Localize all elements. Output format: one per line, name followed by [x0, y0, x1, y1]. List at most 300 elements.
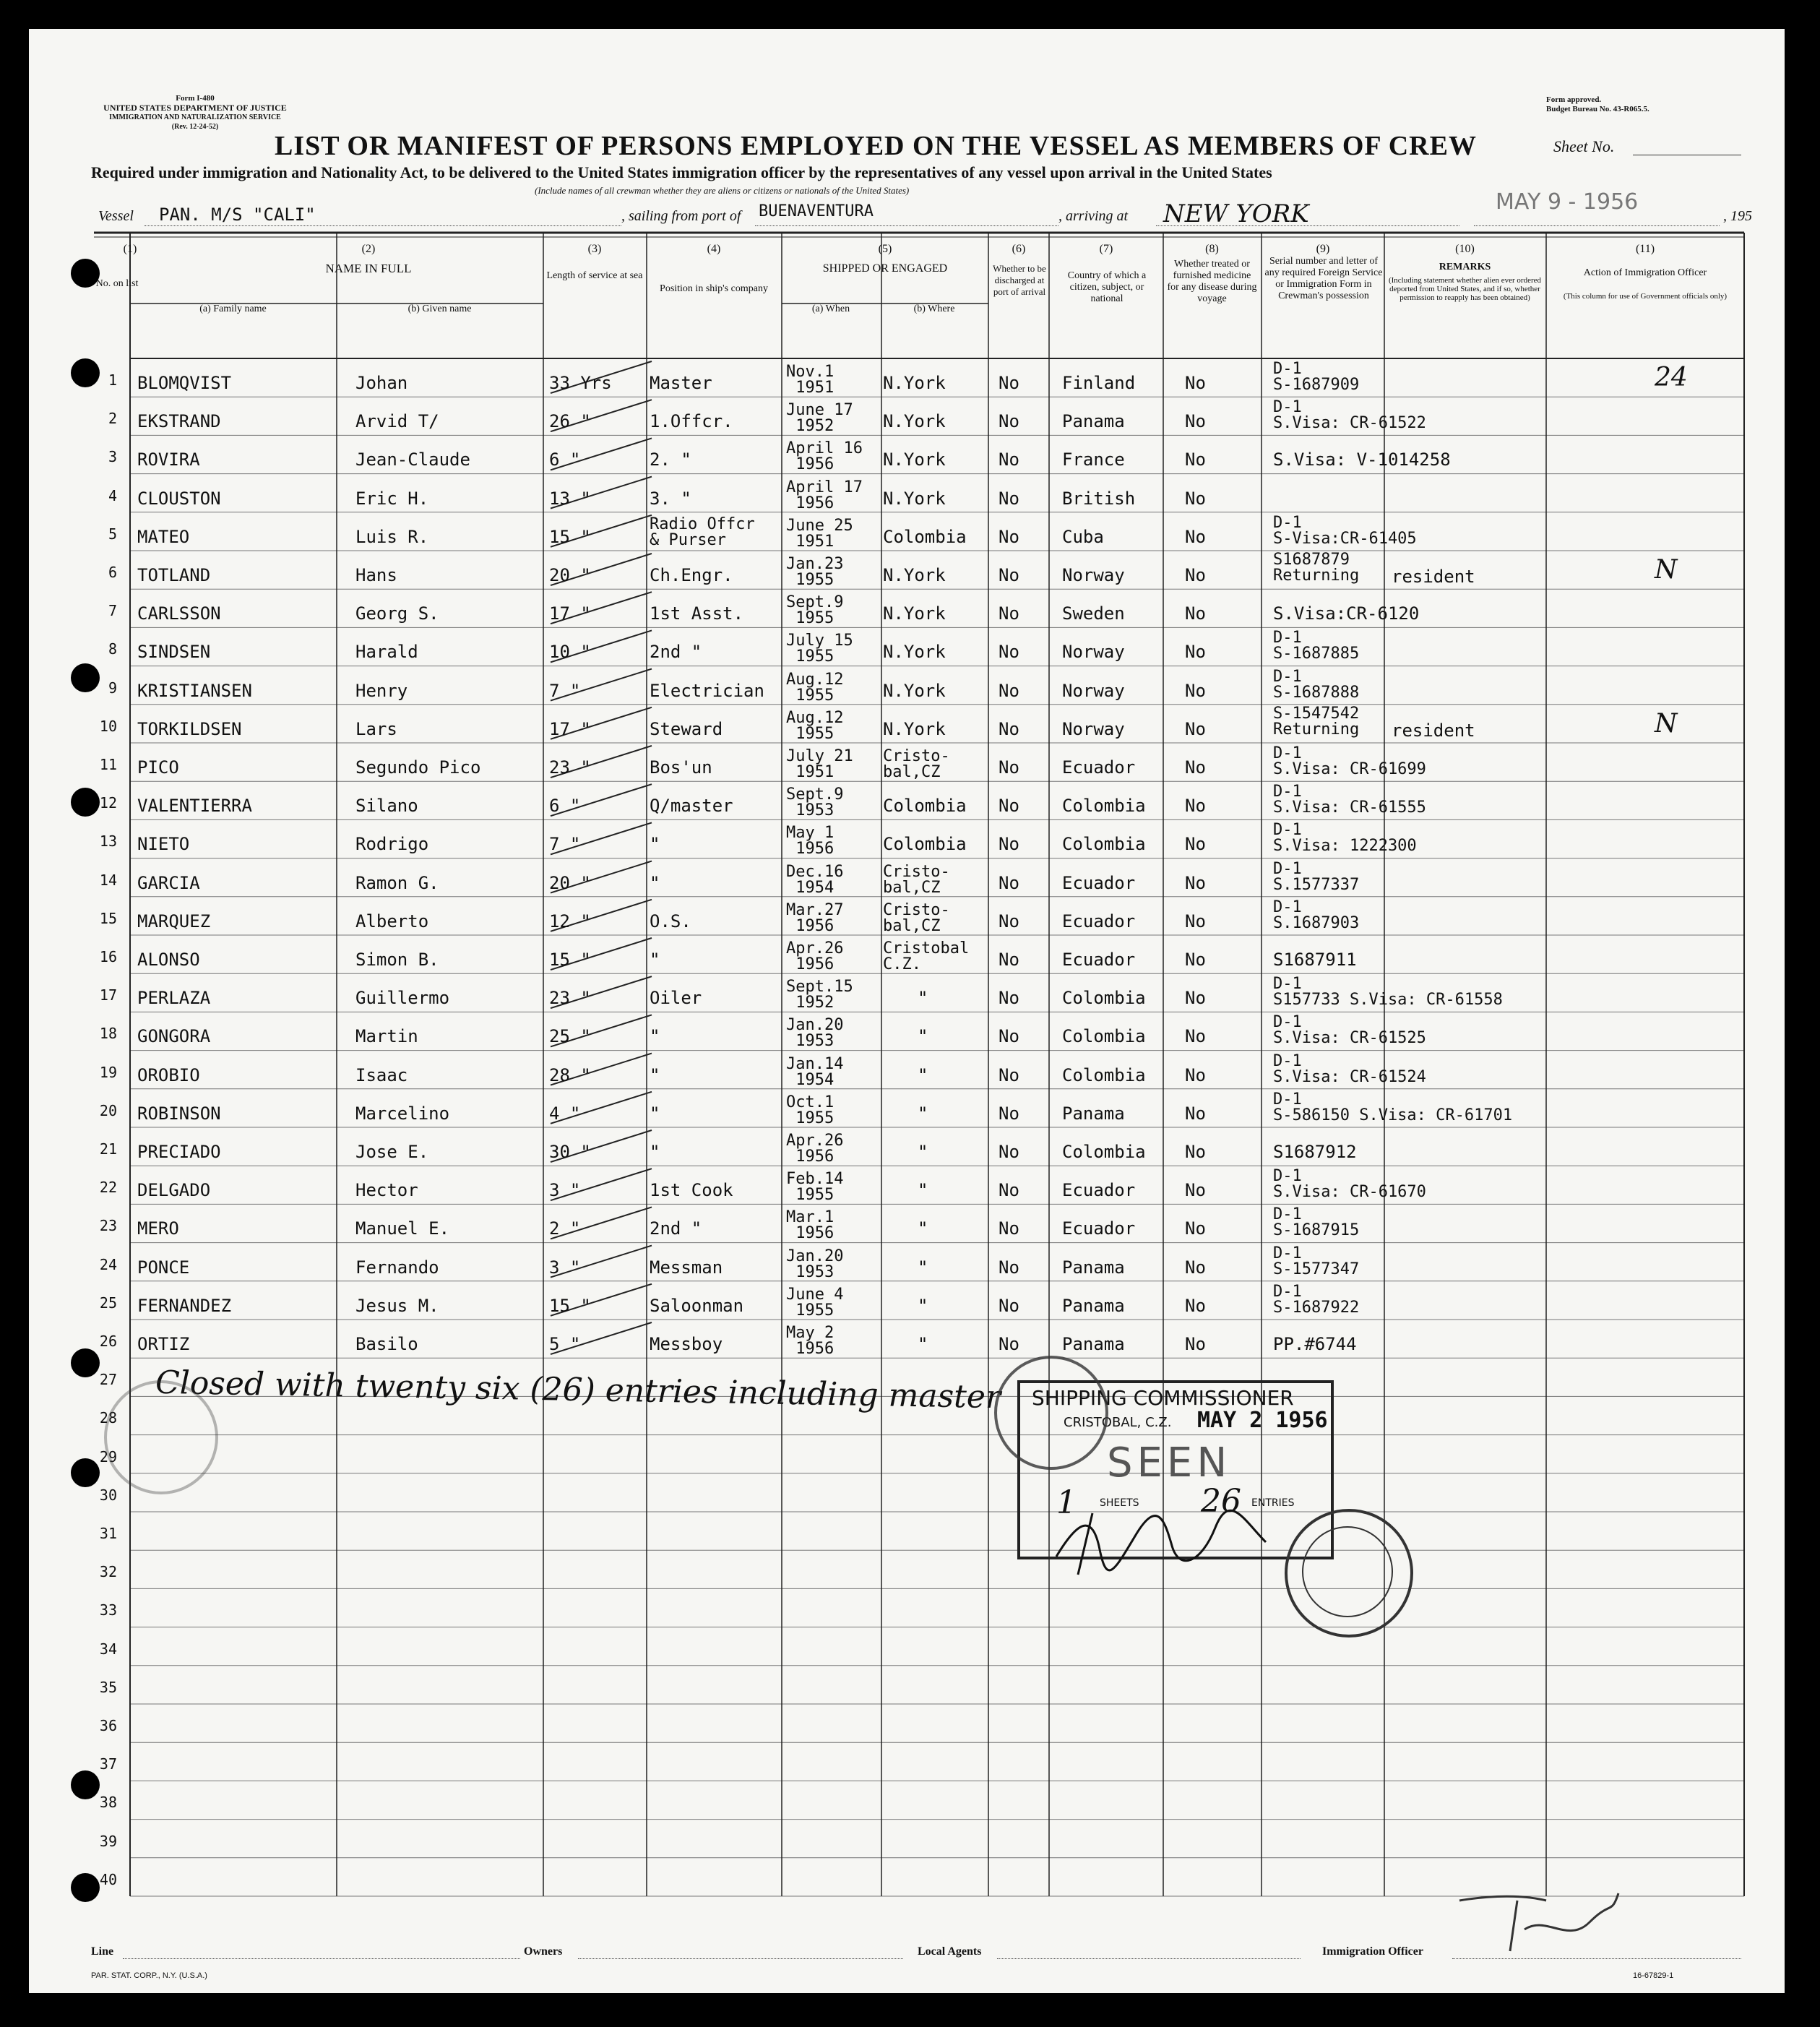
stamp-date: MAY 2 1956	[1197, 1408, 1328, 1433]
serial-number: S1687911	[1273, 950, 1357, 970]
given-name: Marcelino	[355, 1103, 450, 1124]
position: 2. "	[650, 449, 691, 470]
serial-number: D-1 S.Visa: CR-61670	[1273, 1167, 1426, 1202]
row-number: 29	[99, 1447, 117, 1466]
medicine-flag: No	[1185, 718, 1206, 739]
discharge-flag: No	[999, 1218, 1019, 1239]
position: Messman	[650, 1257, 723, 1278]
row-number: 20	[99, 1101, 117, 1119]
shipped-when: April 17 1956	[786, 478, 863, 512]
family-name: ROVIRA	[137, 449, 200, 470]
position: "	[650, 1064, 660, 1085]
medicine-flag: No	[1185, 1180, 1206, 1201]
form-approved: Form approved.	[1546, 95, 1602, 104]
serial-number: D-1 S-1687885	[1273, 629, 1360, 663]
vessel-label: Vessel	[98, 208, 134, 224]
shipped-when: Mar.27 1956	[786, 900, 844, 935]
service-length: 15 "	[549, 950, 591, 970]
col9-num: (9)	[1316, 243, 1330, 255]
shipped-where: N.York	[883, 449, 946, 470]
position: O.S.	[650, 911, 691, 931]
family-name: OROBIO	[137, 1064, 200, 1085]
commissioner-signature	[1049, 1506, 1295, 1578]
discharge-flag: No	[999, 872, 1019, 893]
position: "	[650, 950, 660, 970]
service-length: 15 "	[549, 526, 591, 547]
punch-hole	[71, 358, 100, 387]
shipped-where: N.York	[883, 603, 946, 624]
service-length: 28 "	[549, 1064, 591, 1085]
punch-hole	[71, 1348, 100, 1377]
shipped-where: "	[918, 1334, 928, 1354]
include-note: (Include names of all crewman whether they are aliens or citizens or nationals of the United States)	[535, 185, 910, 196]
family-name: PICO	[137, 757, 179, 778]
country: Cuba	[1062, 526, 1104, 547]
sailing-label: , sailing from port of	[621, 208, 741, 224]
medicine-flag: No	[1185, 1142, 1206, 1162]
shipped-where: Cristo- bal,CZ	[883, 862, 950, 897]
col5-num: (5)	[878, 243, 892, 255]
discharge-flag: No	[999, 796, 1019, 817]
medicine-flag: No	[1185, 411, 1206, 432]
discharge-flag: No	[999, 1257, 1019, 1278]
service-length: 2 "	[549, 1218, 581, 1239]
country: Colombia	[1062, 796, 1146, 817]
service-length: 23 "	[549, 988, 591, 1009]
given-name: Segundo Pico	[355, 757, 481, 778]
col7-num: (7)	[1099, 243, 1113, 255]
col10-num: (10)	[1455, 243, 1475, 255]
given-name: Harald	[355, 642, 418, 663]
discharge-flag: No	[999, 449, 1019, 470]
position: Bos'un	[650, 757, 712, 778]
family-name: TORKILDSEN	[137, 718, 242, 739]
service-length: 3 "	[549, 1180, 581, 1201]
row-number: 4	[108, 486, 117, 504]
row-number: 13	[99, 832, 117, 851]
medicine-flag: No	[1185, 565, 1206, 585]
shipped-when: Jan.14 1954	[786, 1054, 844, 1089]
country: Ecuador	[1062, 950, 1136, 970]
given-name: Eric H.	[355, 488, 429, 509]
shipped-when: Jan.23 1955	[786, 555, 844, 589]
service-length: 12 "	[549, 911, 591, 931]
position: "	[650, 1026, 660, 1047]
position: 3. "	[650, 488, 691, 509]
discharge-flag: No	[999, 988, 1019, 1009]
family-name: MARQUEZ	[137, 911, 211, 931]
row-number: 34	[99, 1640, 117, 1658]
shipped-where: "	[918, 1026, 928, 1047]
shipped-when: Sept.9 1953	[786, 786, 844, 820]
country: Ecuador	[1062, 1218, 1136, 1239]
serial-number: D-1 S-1687888	[1273, 667, 1360, 702]
shipped-when: Mar.1 1956	[786, 1208, 834, 1243]
medicine-flag: No	[1185, 373, 1206, 393]
serial-number: PP.#6744	[1273, 1334, 1357, 1354]
footer-agents-rule	[997, 1958, 1301, 1959]
medicine-flag: No	[1185, 642, 1206, 663]
medicine-flag: No	[1185, 603, 1206, 624]
medicine-flag: No	[1185, 757, 1206, 778]
country: Ecuador	[1062, 1180, 1136, 1201]
shipped-when: Apr.26 1956	[786, 939, 844, 973]
officer-signature	[1445, 1872, 1662, 1958]
shipped-where: Colombia	[883, 796, 967, 817]
position: Q/master	[650, 796, 733, 817]
col7-header: Country of which a citizen, subject, or national	[1067, 270, 1147, 304]
officer-action: N	[1655, 708, 1678, 739]
discharge-flag: No	[999, 1064, 1019, 1085]
row-number: 26	[99, 1333, 117, 1350]
discharge-flag: No	[999, 642, 1019, 663]
row-number: 22	[99, 1179, 117, 1197]
family-name: DELGADO	[137, 1180, 211, 1201]
shipped-where: Cristo- bal,CZ	[883, 747, 950, 781]
shipped-when: May 1 1956	[786, 824, 834, 858]
arriving-port: NEW YORK	[1163, 199, 1309, 228]
service-length: 20 "	[549, 565, 591, 585]
serial-number: D-1 S.Visa: CR-61525	[1273, 1013, 1426, 1048]
footer-line-label: Line	[91, 1945, 114, 1958]
country: Panama	[1062, 1257, 1125, 1278]
shipped-where: Cristo- bal,CZ	[883, 900, 950, 935]
row-number: 14	[99, 871, 117, 889]
serial-number: D-1 S.Visa: CR-61699	[1273, 744, 1426, 778]
country: Panama	[1062, 1334, 1125, 1354]
discharge-flag: No	[999, 1103, 1019, 1124]
country: Panama	[1062, 1295, 1125, 1316]
closing-note: Closed with twenty six (26) entries including master	[155, 1364, 1001, 1416]
country: Panama	[1062, 1103, 1125, 1124]
row-number: 38	[99, 1794, 117, 1812]
shipped-when: Oct.1 1955	[786, 1093, 834, 1127]
serial-number: D-1 S.Visa: CR-61555	[1273, 783, 1426, 817]
arriving-label: , arriving at	[1058, 208, 1129, 224]
footer-owners-rule	[578, 1958, 903, 1959]
col8-header: Whether treated or furnished medicine for any disease during voyage	[1167, 259, 1257, 304]
country: Norway	[1062, 718, 1125, 739]
vessel-name: PAN. M/S "CALI"	[159, 205, 316, 225]
serial-number: D-1 S.1577337	[1273, 859, 1360, 894]
form-number: Form I-480	[176, 94, 215, 103]
family-name: PRECIADO	[137, 1142, 221, 1162]
row-number: 15	[99, 909, 117, 927]
row-number: 31	[99, 1525, 117, 1542]
position: Ch.Engr.	[650, 565, 733, 585]
row-number: 39	[99, 1832, 117, 1850]
row-number: 33	[99, 1601, 117, 1619]
punch-hole	[71, 1770, 100, 1799]
shipped-where: Cristobal C.Z.	[883, 939, 970, 973]
col5a-header: (a) When	[811, 304, 850, 314]
given-name: Johan	[355, 373, 408, 393]
printer-imprint: PAR. STAT. CORP., N.Y. (U.S.A.)	[91, 1971, 207, 1980]
col3-num: (3)	[587, 243, 602, 255]
country: Sweden	[1062, 603, 1125, 624]
shipped-when: Dec.16 1954	[786, 862, 844, 897]
remarks: resident	[1392, 567, 1475, 587]
manifest-sheet	[29, 29, 1785, 1993]
service: IMMIGRATION AND NATURALIZATION SERVICE	[109, 113, 281, 121]
punch-hole	[71, 1873, 100, 1902]
serial-number: D-1 S.Visa: CR-61524	[1273, 1051, 1426, 1086]
family-name: FERNANDEZ	[137, 1295, 232, 1316]
row-number: 32	[99, 1563, 117, 1581]
service-length: 25 "	[549, 1026, 591, 1047]
stamp-place: CRISTOBAL, C.Z.	[1064, 1415, 1172, 1430]
given-name: Simon B.	[355, 950, 439, 970]
service-length: 3 "	[549, 1257, 581, 1278]
medicine-flag: No	[1185, 1064, 1206, 1085]
shipped-when: Jan.20 1953	[786, 1016, 844, 1051]
position: Steward	[650, 718, 723, 739]
country: France	[1062, 449, 1125, 470]
given-name: Fernando	[355, 1257, 439, 1278]
service-length: 6 "	[549, 449, 581, 470]
row-number: 25	[99, 1294, 117, 1312]
position: 2nd "	[650, 642, 702, 663]
discharge-flag: No	[999, 1334, 1019, 1354]
discharge-flag: No	[999, 950, 1019, 970]
stamp-entries-label: ENTRIES	[1251, 1497, 1295, 1509]
country: Norway	[1062, 642, 1125, 663]
row-number: 12	[99, 794, 117, 812]
row-number: 2	[108, 410, 117, 428]
service-length: 20 "	[549, 872, 591, 893]
position: Master	[650, 373, 712, 393]
medicine-flag: No	[1185, 950, 1206, 970]
medicine-flag: No	[1185, 911, 1206, 931]
given-name: Georg S.	[355, 603, 439, 624]
row-number: 36	[99, 1717, 117, 1734]
shipped-when: April 16 1956	[786, 439, 863, 474]
col6-header: Whether to be discharged at port of arrival	[993, 263, 1046, 297]
given-name: Rodrigo	[355, 834, 429, 855]
service-length: 17 "	[549, 603, 591, 624]
serial-number: D-1 S157733 S.Visa: CR-61558	[1273, 975, 1503, 1010]
given-name: Martin	[355, 1026, 418, 1047]
row-number: 28	[99, 1409, 117, 1427]
discharge-flag: No	[999, 526, 1019, 547]
shipped-where: "	[918, 1103, 928, 1124]
discharge-flag: No	[999, 718, 1019, 739]
shipped-where: "	[918, 988, 928, 1009]
given-name: Arvid T/	[355, 411, 439, 432]
stamp-seen: SEEN	[1107, 1439, 1232, 1486]
row-number: 7	[108, 602, 117, 620]
round-seal-center	[994, 1356, 1108, 1470]
stamp-sheets-value: 1	[1056, 1484, 1077, 1521]
position: "	[650, 872, 660, 893]
revision: (Rev. 12-24-52)	[171, 123, 219, 131]
round-seal-inner	[1302, 1526, 1393, 1617]
country: Colombia	[1062, 1064, 1146, 1085]
shipped-where: N.York	[883, 680, 946, 701]
discharge-flag: No	[999, 1295, 1019, 1316]
officer-action: 24	[1655, 363, 1688, 392]
subtitle: Required under immigration and Nationality Act, to be delivered to the United States immigration officer by the representatives of any vessel upon arrival in the United States	[91, 163, 1272, 181]
serial-number: D-1 S-1577347	[1273, 1244, 1360, 1278]
family-name: MERO	[137, 1218, 179, 1239]
shipped-where: "	[918, 1257, 928, 1278]
serial-number: D-1 S-586150 S.Visa: CR-61701	[1273, 1090, 1513, 1124]
family-name: ALONSO	[137, 950, 200, 970]
medicine-flag: No	[1185, 872, 1206, 893]
family-name: MATEO	[137, 526, 190, 547]
position: "	[650, 834, 660, 855]
round-seal-faint	[104, 1380, 218, 1494]
shipped-when: June 25 1951	[786, 516, 853, 551]
service-length: 6 "	[549, 796, 581, 817]
row-number: 23	[99, 1217, 117, 1235]
family-name: PERLAZA	[137, 988, 211, 1009]
service-length: 7 "	[549, 834, 581, 855]
discharge-flag: No	[999, 1142, 1019, 1162]
family-name: ORTIZ	[137, 1334, 190, 1354]
department: UNITED STATES DEPARTMENT OF JUSTICE	[103, 103, 287, 113]
col2-header: NAME IN FULL	[325, 262, 412, 275]
officer-action: N	[1655, 555, 1678, 585]
given-name: Lars	[355, 718, 397, 739]
given-name: Hector	[355, 1180, 418, 1201]
medicine-flag: No	[1185, 1103, 1206, 1124]
shipped-where: "	[918, 1142, 928, 1162]
medicine-flag: No	[1185, 796, 1206, 817]
position: 2nd "	[650, 1218, 702, 1239]
row-number: 37	[99, 1755, 117, 1773]
family-name: TOTLAND	[137, 565, 211, 585]
row-number: 3	[108, 448, 117, 466]
shipped-when: Sept.9 1955	[786, 593, 844, 628]
shipped-when: Aug.12 1955	[786, 670, 844, 705]
footer-officer-rule	[1452, 1958, 1741, 1959]
position: "	[650, 1103, 660, 1124]
serial-number: D-1 S.Visa: 1222300	[1273, 821, 1417, 856]
stamp-sheets-label: SHEETS	[1100, 1497, 1139, 1509]
shipped-when: Apr.26 1956	[786, 1132, 844, 1166]
discharge-flag: No	[999, 680, 1019, 701]
punch-hole	[71, 788, 100, 817]
shipped-when: May 2 1956	[786, 1324, 834, 1358]
service-length: 13 "	[549, 488, 591, 509]
serial-number: D-1 S-1687922	[1273, 1282, 1360, 1317]
row-number: 27	[99, 1371, 117, 1389]
row-number: 9	[108, 679, 117, 697]
year-label: , 195	[1723, 208, 1752, 224]
family-name: ROBINSON	[137, 1103, 221, 1124]
shipped-where: Colombia	[883, 834, 967, 855]
serial-number: D-1 S-1687915	[1273, 1205, 1360, 1240]
col5-header: SHIPPED OR ENGAGED	[822, 262, 948, 275]
given-name: Ramon G.	[355, 872, 439, 893]
col8-num: (8)	[1205, 243, 1219, 255]
serial-number: D-1 S-1687909	[1273, 360, 1360, 394]
discharge-flag: No	[999, 411, 1019, 432]
position: 1.Offcr.	[650, 411, 733, 432]
col1-num: (1)	[123, 243, 137, 255]
family-name: SINDSEN	[137, 642, 211, 663]
row-number: 6	[108, 564, 117, 581]
row-number: 40	[99, 1870, 117, 1888]
service-length: 7 "	[549, 680, 581, 701]
medicine-flag: No	[1185, 488, 1206, 509]
shipped-when: Aug.12 1955	[786, 708, 844, 743]
medicine-flag: No	[1185, 680, 1206, 701]
country: Panama	[1062, 411, 1125, 432]
service-length: 26 "	[549, 411, 591, 432]
discharge-flag: No	[999, 834, 1019, 855]
footer-officer-label: Immigration Officer	[1322, 1945, 1423, 1958]
given-name: Hans	[355, 565, 397, 585]
discharge-flag: No	[999, 565, 1019, 585]
position: "	[650, 1142, 660, 1162]
shipped-where: Colombia	[883, 526, 967, 547]
given-name: Isaac	[355, 1064, 408, 1085]
col11-subheader: (This column for use of Government officials only)	[1563, 292, 1728, 301]
shipped-where: N.York	[883, 565, 946, 585]
shipped-where: N.York	[883, 488, 946, 509]
stamp-entries-value: 26	[1201, 1483, 1241, 1520]
row-number: 21	[99, 1140, 117, 1158]
discharge-flag: No	[999, 603, 1019, 624]
family-name: CLOUSTON	[137, 488, 221, 509]
col2-num: (2)	[361, 243, 376, 255]
family-name: KRISTIANSEN	[137, 680, 252, 701]
footer-agents-label: Local Agents	[918, 1945, 982, 1958]
service-length: 23 "	[549, 757, 591, 778]
given-name: Alberto	[355, 911, 429, 931]
country: Norway	[1062, 565, 1125, 585]
medicine-flag: No	[1185, 1257, 1206, 1278]
row-number: 10	[99, 717, 117, 735]
serial-number: S-1547542 Returning	[1273, 704, 1360, 739]
row-number: 5	[108, 525, 117, 543]
family-name: PONCE	[137, 1257, 190, 1278]
medicine-flag: No	[1185, 1334, 1206, 1354]
given-name: Luis R.	[355, 526, 429, 547]
budget-bureau: Budget Bureau No. 43-R065.5.	[1546, 105, 1649, 113]
serial-number: S1687879 Returning	[1273, 551, 1360, 585]
shipped-when: Jan.20 1953	[786, 1247, 844, 1281]
family-name: NIETO	[137, 834, 190, 855]
arrival-date-stamp: MAY 9 - 1956	[1496, 189, 1639, 215]
row-number: 1	[108, 371, 117, 389]
shipped-when: June 4 1955	[786, 1285, 844, 1320]
family-name: VALENTIERRA	[137, 796, 252, 817]
country: Norway	[1062, 680, 1125, 701]
row-number: 30	[99, 1486, 117, 1504]
shipped-where: "	[918, 1064, 928, 1085]
country: Colombia	[1062, 834, 1146, 855]
family-name: CARLSSON	[137, 603, 221, 624]
shipped-when: Feb.14 1955	[786, 1170, 844, 1205]
row-number: 11	[99, 756, 117, 773]
position: Radio Offcr & Purser	[650, 515, 755, 549]
row-number: 19	[99, 1063, 117, 1081]
medicine-flag: No	[1185, 1218, 1206, 1239]
country: Colombia	[1062, 1026, 1146, 1047]
discharge-flag: No	[999, 1026, 1019, 1047]
shipped-where: "	[918, 1218, 928, 1239]
given-name: Silano	[355, 796, 418, 817]
shipped-where: "	[918, 1295, 928, 1316]
row-number: 18	[99, 1025, 117, 1043]
punch-hole	[71, 663, 100, 692]
serial-number: S.Visa:CR-6120	[1273, 603, 1420, 624]
col6-num: (6)	[1012, 243, 1026, 255]
col2b-header: (b) Given name	[407, 304, 472, 314]
